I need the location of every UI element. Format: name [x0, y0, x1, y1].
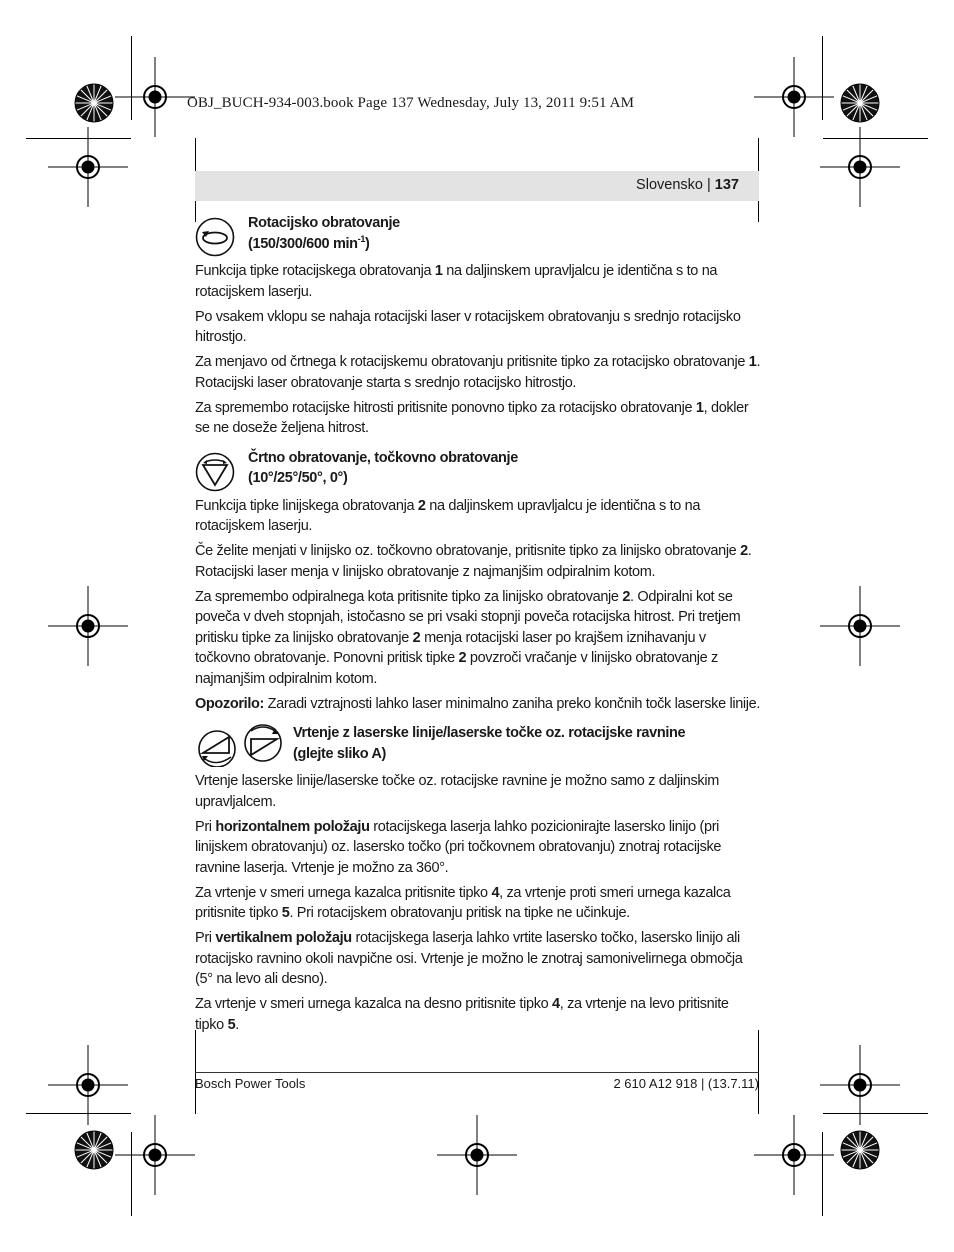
registration-star-icon: [841, 1131, 879, 1169]
registration-cross-icon: [48, 586, 128, 666]
registration-cross-icon: [48, 127, 128, 207]
rotate-left-right-icon: [195, 723, 287, 767]
paragraph: Za spremembo odpiralnega kota pritisnite tipko za linijsko obratovanje 2. Odpiralni kot se poveča v dveh stopnjah, istočasno se pri vsaki stopnji poveča rotacijska hitrost. Pri tretjem pritisku tipke za linijsko obratovanje 2 menja rotacijski laser po krajšem iznihavanju v točkovno obratovanje. Ponovni pritisk tipke 2 povzroči vračanje v linijsko obratovanje z najmanjšim odpiralnim kotom.: [195, 588, 741, 687]
footer-rule: [195, 1072, 759, 1073]
registration-cross-icon: [437, 1115, 517, 1195]
registration-star-icon: [75, 1131, 113, 1169]
paragraph: Pri horizontalnem položaju rotacijskega laserja lahko pozicionirajte lasersko linijo (pri linijskem obratovanju) oz. lasersko točko (pri točkovnem obratovanju) znotraj rotacijske ravnine laserja. Vrtenje je možno za 360°.: [195, 818, 722, 876]
section-title: Vrtenje z laserske linije/laserske točke oz. rotacijske ravnine: [293, 725, 686, 741]
section-rotate-line-point: [195, 723, 761, 769]
registration-cross-icon: [820, 127, 900, 207]
print-meta: OBJ_BUCH-934-003.book Page 137 Wednesday, July 13, 2011 9:51 AM: [187, 95, 635, 111]
registration-cross-icon: [820, 586, 900, 666]
registration-cross-icon: [115, 1115, 195, 1195]
registration-cross-icon: [820, 1045, 900, 1125]
rotation-mode-icon: [195, 217, 235, 257]
paragraph: Funkcija tipke rotacijskega obratovanja 1 na daljinskem upravljalcu je identična s to na rotacijskem laserju.: [195, 263, 718, 300]
page-number: 137: [714, 177, 739, 193]
paragraph: Pri vertikalnem položaju rotacijskega laserja lahko vrtite lasersko točko, lasersko linijo ali rotacijsko ravnino okoli navpične osi. Vrtenje je možno le znotraj samonivelirnega območja (5° na levo ali desno).: [195, 930, 743, 987]
paragraph: Za vrtenje v smeri urnega kazalca na desno pritisnite tipko 4, za vrtenje na levo pritisnite tipko 5.: [195, 996, 729, 1033]
line-point-mode-icon: [195, 452, 235, 492]
footer-doc-number: 2 610 A12 918 | (13.7.11): [613, 1076, 759, 1091]
section-subtitle: (150/300/600 min: [248, 235, 358, 252]
section-title: Rotacijsko obratovanje: [248, 215, 400, 231]
header-separator: |: [706, 177, 711, 193]
paragraph: Po vsakem vklopu se nahaja rotacijski laser v rotacijskem obratovanju s srednjo rotacijsko hitrostjo.: [195, 308, 741, 345]
registration-cross-icon: [754, 1115, 834, 1195]
section-line-point-mode: [195, 448, 761, 494]
paragraph: Za menjavo od črtnega k rotacijskemu obratovanju pritisnite tipko za rotacijsko obratovanje 1. Rotacijski laser obratovanje starta s srednjo rotacijsko hitrostjo.: [195, 354, 761, 391]
paragraph: Vrtenje laserske linije/laserske točke oz. rotacijske ravnine je možno samo z daljinskim upravljalcem.: [195, 773, 719, 810]
paragraph: Funkcija tipke linijskega obratovanja 2 na daljinskem upravljalcu je identična s to na rotacijskem laserju.: [195, 497, 701, 534]
footer-brand: Bosch Power Tools: [195, 1076, 306, 1091]
registration-cross-icon: [115, 57, 195, 137]
section-title: Črtno obratovanje, točkovno obratovanje: [248, 449, 518, 466]
registration-star-icon: [75, 84, 113, 122]
paragraph: Za spremembo rotacijske hitrosti pritisnite ponovno tipko za rotacijsko obratovanje 1, dokler se ne doseže željena hitrost.: [195, 399, 749, 436]
section-subtitle-sup: -1: [357, 233, 365, 244]
registration-star-icon: [841, 84, 879, 122]
section-subtitle: (10°/25°/50°, 0°): [248, 470, 348, 486]
page-header: [195, 171, 759, 201]
paragraph: Če želite menjati v linijsko oz. točkovno obratovanje, pritisnite tipko za linijsko obratovanje 2. Rotacijski laser menja v linijsko obratovanje z najmanjšim odpiralnim kotom.: [195, 543, 752, 580]
header-language: Slovensko: [636, 177, 703, 193]
note-paragraph: Opozorilo: Zaradi vztrajnosti lahko laser minimalno zaniha preko končnih točk laserske linije.: [195, 695, 761, 712]
section-rotation-mode: Rotacijsko obratovanje (150/300/600 $\min^{-1}$): [195, 213, 761, 259]
section-subtitle: (glejte sliko A): [293, 745, 386, 762]
page-content: [195, 213, 761, 1040]
paragraph: Za vrtenje v smeri urnega kazalca pritisnite tipko 4, za vrtenje proti smeri urnega kazalca pritisnite tipko 5. Pri rotacijskem obratovanju pritisk na tipke ne učinkuje.: [195, 884, 731, 921]
registration-cross-icon: [48, 1045, 128, 1125]
registration-cross-icon: [754, 57, 834, 137]
